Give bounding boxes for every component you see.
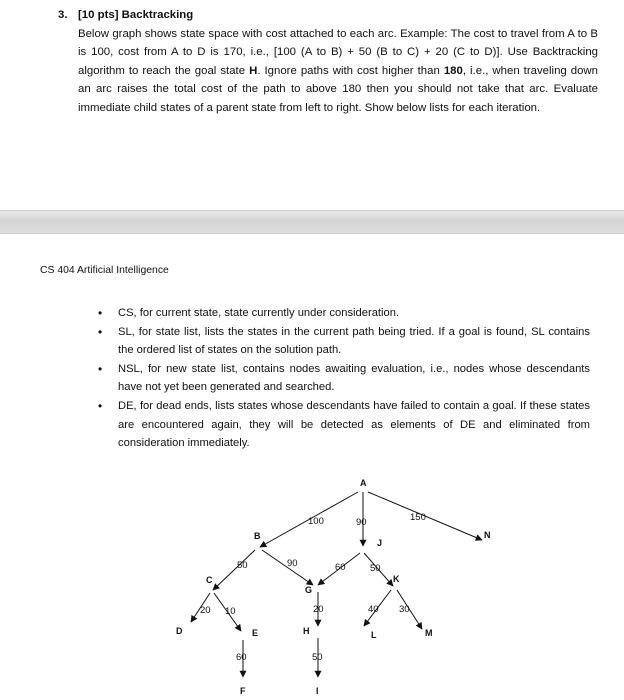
- bullet-icon: •: [98, 324, 103, 339]
- cost-j-g: 60: [335, 562, 346, 573]
- node-n: N: [484, 530, 491, 540]
- page-break-divider: [0, 210, 624, 234]
- bullet-icon: •: [98, 361, 103, 376]
- bullet-icon: •: [98, 398, 103, 413]
- question-heading: [58, 6, 598, 25]
- definition-text: NSL, for new state list, contains nodes awaiting evaluation, i.e., nodes whose descendants have not yet been generated and searched.: [118, 362, 590, 394]
- state-space-graph: [0, 470, 624, 700]
- node-j: J: [377, 538, 383, 548]
- question-text-part3: , i.e., when traveling down an arc raises the total cost of the path to above 180 then you should not take that arc. Evaluate immediate child states of a parent state from left to right. Show below lists for each iteration.: [78, 64, 598, 114]
- question-text-part1: Below graph shows state space with cost attached to each arc. Example: The cost to travel from A to B is 100, cost from A to D is 170, i.e., [100 (A to B) + 50 (B to C) + 20 (C to D)]. Use Backtracking algorithm to reach the goal state: [78, 27, 598, 77]
- definition-sl: [96, 323, 590, 360]
- question-title: [10 pts] Backtracking: [78, 9, 194, 21]
- question-number: 3.: [58, 9, 68, 21]
- node-d: D: [176, 626, 183, 636]
- cost-j-k: 50: [370, 563, 381, 574]
- node-i: I: [316, 686, 319, 696]
- node-e: E: [252, 628, 259, 638]
- cost-a-n: 150: [410, 512, 426, 523]
- question-text: [78, 25, 598, 118]
- cost-g-h: 20: [313, 604, 324, 615]
- page-header: CS 404 Artificial Intelligence: [40, 265, 169, 276]
- node-m: M: [425, 628, 433, 638]
- node-g: G: [305, 585, 313, 595]
- cost-b-c: 50: [237, 560, 248, 571]
- definitions-list: [96, 304, 590, 453]
- cost-c-d: 20: [200, 605, 211, 616]
- cost-a-b: 100: [308, 516, 324, 527]
- node-a: A: [360, 478, 367, 488]
- definition-de: [96, 397, 590, 453]
- edge-b-c: [213, 550, 255, 590]
- goal-state: H: [249, 64, 258, 77]
- definition-text: CS, for current state, state currently under consideration.: [118, 307, 400, 319]
- cost-limit: 180: [443, 64, 463, 77]
- question-page: [0, 0, 624, 210]
- node-f: F: [240, 686, 246, 696]
- cost-e-f: 60: [236, 652, 247, 663]
- node-c: C: [206, 575, 213, 585]
- question-text-part2: . Ignore paths with cost higher than: [257, 64, 444, 77]
- cost-c-e: 10: [225, 606, 236, 617]
- definition-cs: [96, 304, 590, 323]
- definition-text: DE, for dead ends, lists states whose descendants have failed to contain a goal. If these states are encountered again, they will be detected as elements of DE and eliminated from consideration immediately.: [118, 399, 590, 450]
- cost-k-l: 40: [368, 604, 379, 615]
- node-b: B: [254, 531, 261, 541]
- cost-b-g: 90: [287, 558, 298, 569]
- node-k: K: [393, 574, 400, 584]
- cost-a-j: 90: [356, 517, 367, 528]
- bullet-icon: •: [98, 306, 103, 320]
- node-h: H: [303, 626, 310, 636]
- node-l: L: [371, 630, 377, 640]
- definition-text: SL, for state list, lists the states in the current path being tried. If a goal is found, SL contains the ordered list of states on the solution path.: [118, 325, 590, 357]
- cost-h-i: 50: [312, 652, 323, 663]
- cost-k-m: 30: [399, 604, 410, 615]
- definition-nsl: [96, 360, 590, 397]
- question-block: [58, 6, 598, 118]
